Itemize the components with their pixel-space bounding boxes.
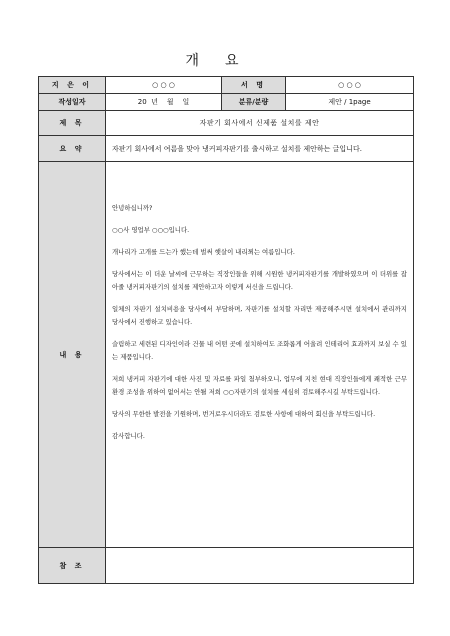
proposal-form-table bbox=[38, 76, 414, 584]
content-paragraph: 당사의 무한한 발전을 기원하며, 번거로우시더라도 검토한 사항에 대하여 회신을 부탁드립니다. bbox=[112, 410, 376, 418]
summary-row bbox=[39, 136, 414, 162]
content-row bbox=[39, 162, 414, 548]
summary-value: 자판기 회사에서 여름을 맞아 냉커피자판기를 출시하고 설치를 제안하는 글입니다. bbox=[106, 136, 414, 162]
date-label: 작성일자 bbox=[39, 94, 106, 111]
category-label: 분류/분량 bbox=[222, 94, 286, 111]
summary-label: 요 약 bbox=[39, 136, 106, 162]
content-label: 내 용 bbox=[39, 162, 106, 548]
writer-row bbox=[39, 77, 414, 94]
date-row bbox=[39, 94, 414, 111]
writer-label: 지 은 이 bbox=[39, 77, 106, 94]
subject-label: 제 목 bbox=[39, 111, 106, 136]
subject-row bbox=[39, 111, 414, 136]
content-paragraph: 저희 냉커피 자판기에 대한 사진 및 자료를 파일 첨부하오니, 업무에 지친 현대 직장인들에게 쾌적한 근무환경 조성을 위하여 없어서는 안될 저희 ○○자판기의 설치를 세심히 검토해주시길 부탁드립니다. bbox=[112, 375, 407, 396]
content-paragraph: 당사에서는 이 더운 날씨에 근무하는 직장인들을 위해 시원한 냉커피자판기를 개발하였으며 이 더위를 잡아줄 냉커피자판기의 설치를 제안하고자 이렇게 서신을 드립니다. bbox=[112, 270, 407, 291]
content-paragraph: ○○사 영업부 ○○○입니다. bbox=[112, 226, 190, 234]
content-paragraph: 슬림하고 세련된 디자인이라 건물 내 어떤 곳에 설치하여도 조화롭게 어울려 인테리어 효과까지 보실 수 있는 제품입니다. bbox=[112, 340, 407, 361]
category-value: 제안 / 1page bbox=[286, 94, 414, 111]
content-paragraph: 개나리가 고개를 드는가 했는데 벌써 햇살이 내리쬐는 여름입니다. bbox=[112, 248, 295, 256]
content-paragraph: 일체의 자판기 설치비용을 당사에서 부담하며, 자판기를 설치할 자리만 제공해주시면 설치에서 관리까지 당사에서 진행하고 있습니다. bbox=[112, 305, 407, 326]
reference-value bbox=[106, 548, 414, 584]
subject-value: 자판기 회사에서 신제품 설치를 제안 bbox=[106, 111, 414, 136]
content-body bbox=[106, 162, 414, 548]
content-paragraphs bbox=[112, 202, 407, 443]
date-value: 20 년 월 일 bbox=[106, 94, 222, 111]
signature-value: ○ ○ ○ bbox=[286, 77, 414, 94]
writer-value: ○ ○ ○ bbox=[106, 77, 222, 94]
signature-label: 서 명 bbox=[222, 77, 286, 94]
reference-row bbox=[39, 548, 414, 584]
reference-label: 참 조 bbox=[39, 548, 106, 584]
content-paragraph: 감사합니다. bbox=[112, 432, 145, 440]
document-title: 개요 bbox=[185, 53, 265, 69]
content-paragraph: 안녕하십니까? bbox=[112, 204, 153, 212]
